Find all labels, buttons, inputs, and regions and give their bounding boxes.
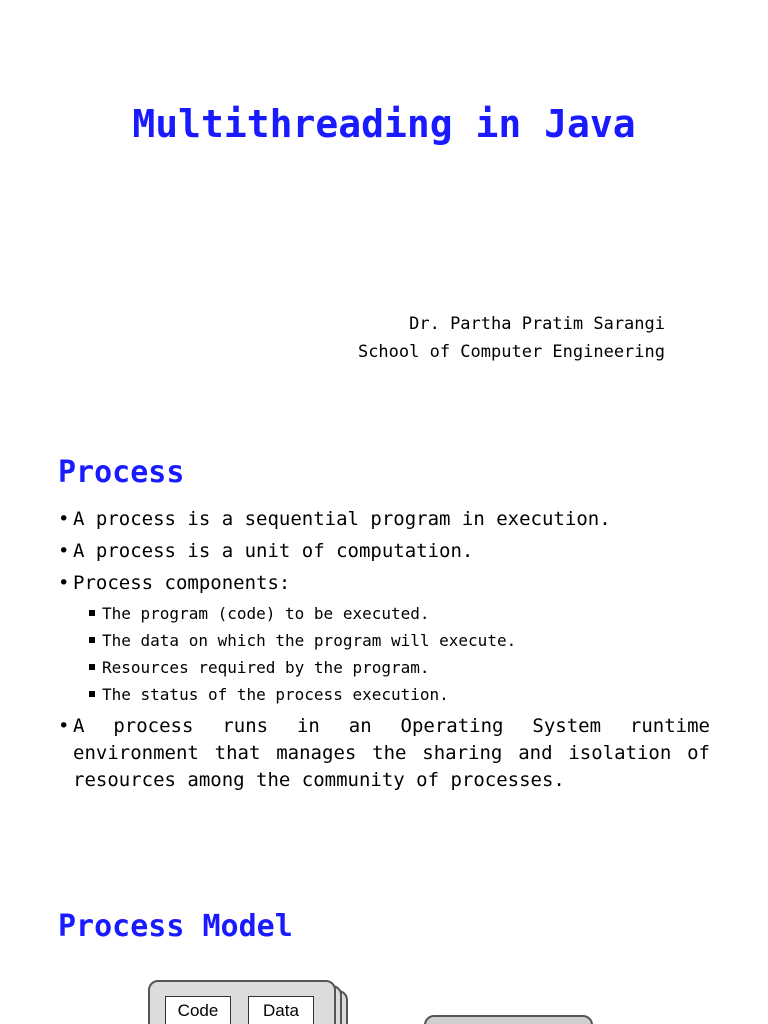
process-bullet-list (58, 506, 710, 799)
bullet-item (58, 713, 710, 794)
title-slide (0, 0, 768, 432)
bullet-item (58, 506, 710, 533)
code-box: Code (165, 996, 231, 1024)
bullet-dot-icon: • (58, 508, 70, 530)
sub-bullet-item (73, 681, 710, 708)
sub-bullet-item (73, 627, 710, 654)
bullet-dot-icon: • (58, 572, 70, 594)
bullet-text: A process is a unit of computation. (73, 540, 474, 562)
process-heading: Process (58, 455, 185, 490)
bullet-dot-icon: • (58, 540, 70, 562)
data-box: Data (248, 996, 314, 1024)
os-block (424, 1015, 593, 1024)
process-card-front (148, 980, 336, 1024)
sub-bullet-text: The data on which the program will execute. (102, 631, 517, 650)
process-components-list (73, 600, 710, 708)
sub-bullet-text: Resources required by the program. (102, 658, 430, 677)
process-model-slide (0, 864, 768, 1024)
bullet-text: A process is a sequential program in execution. (73, 508, 611, 530)
sub-bullet-item (73, 654, 710, 681)
square-bullet-icon (89, 637, 95, 643)
square-bullet-icon (89, 664, 95, 670)
process-slide (0, 432, 768, 864)
sub-bullet-text: The program (code) to be executed. (102, 604, 430, 623)
square-bullet-icon (89, 610, 95, 616)
bullet-item (58, 538, 710, 565)
presentation-title: Multithreading in Java (132, 102, 636, 146)
author-affiliation: School of Computer Engineering (357, 342, 665, 362)
bullet-text: Process components: (73, 572, 291, 594)
sub-bullet-text: The status of the process execution. (102, 685, 449, 704)
process-model-heading: Process Model (58, 909, 293, 944)
square-bullet-icon (89, 691, 95, 697)
author-name: Dr. Partha Pratim Sarangi (409, 314, 665, 334)
bullet-dot-icon: • (58, 715, 70, 737)
bullet-item (58, 570, 710, 708)
bullet-text: A process runs in an Operating System runtime environment that manages the sharing and isolation of resources among the community of processes. (73, 715, 710, 791)
author-block (358, 310, 665, 366)
sub-bullet-item (73, 600, 710, 627)
